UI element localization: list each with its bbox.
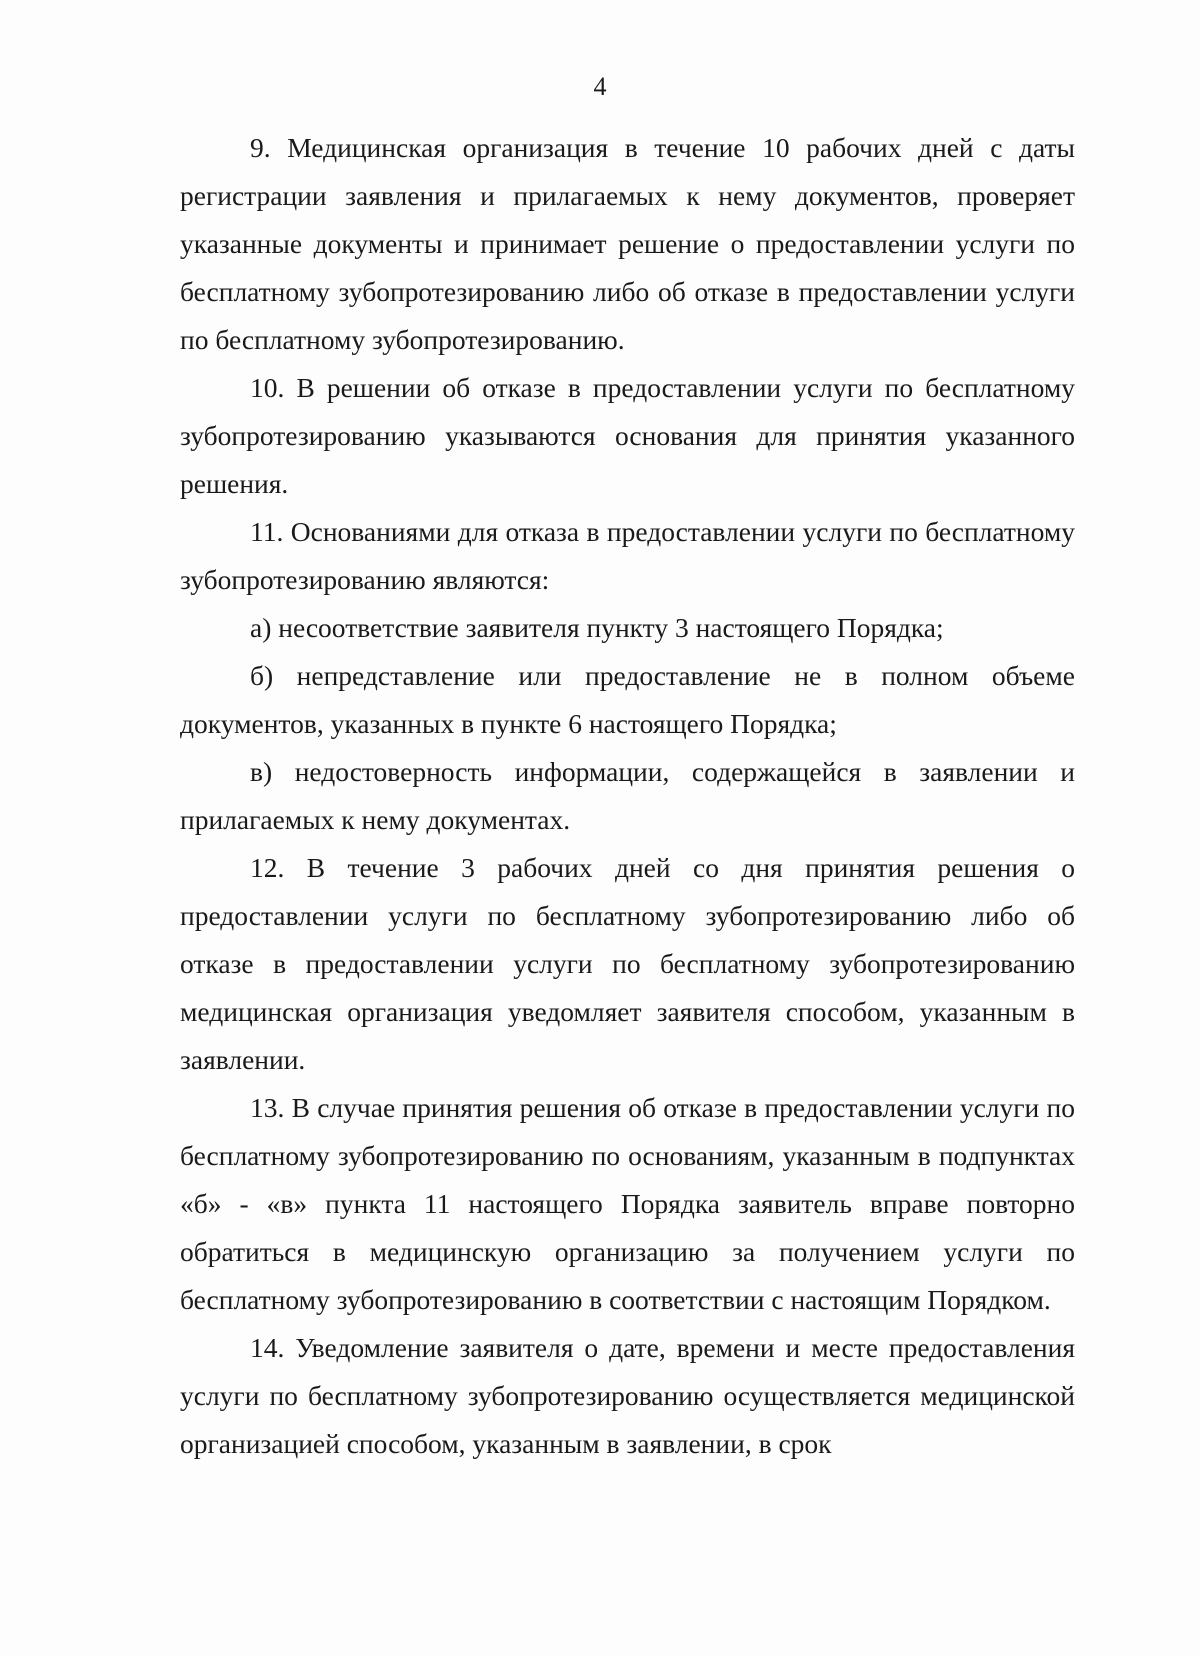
paragraph-11-b: б) непредставление или предоставление не в полном объеме документов, указанных в пункте 6 настоящего Порядка; xyxy=(180,660,1075,739)
paragraph-13: 13. В случае принятия решения об отказе в предоставлении услуги по бесплатному зубопротезированию по основаниям, указанным в подпунктах «б» - «в» пункта 11 настоящего Порядка заявитель вправе повторно обратиться в медицинскую организацию за получением услуги по бесплатному зубопротезированию в соответствии с настоящим Порядком. xyxy=(180,1092,1075,1315)
document-body xyxy=(180,124,1075,1468)
paragraph-11: 11. Основаниями для отказа в предоставлении услуги по бесплатному зубопротезированию являются: xyxy=(180,516,1075,595)
page-number: 4 xyxy=(593,72,607,101)
paragraph-14: 14. Уведомление заявителя о дате, времени и месте предоставления услуги по бесплатному зубопротезированию осуществляется медицинской организацией способом, указанным в заявлении, в срок xyxy=(180,1332,1075,1459)
paragraph-11-c: в) недостоверность информации, содержащейся в заявлении и прилагаемых к нему документах. xyxy=(180,756,1075,835)
paragraph-11-a: а) несоответствие заявителя пункту 3 настоящего Порядка; xyxy=(250,612,944,643)
paragraph-12: 12. В течение 3 рабочих дней со дня принятия решения о предоставлении услуги по бесплатному зубопротезированию либо об отказе в предоставлении услуги по бесплатному зубопротезированию медицинская организация уведомляет заявителя способом, указанным в заявлении. xyxy=(180,852,1075,1075)
paragraph-9: 9. Медицинская организация в течение 10 рабочих дней с даты регистрации заявления и прилагаемых к нему документов, проверяет указанные документы и принимает решение о предоставлении услуги по бесплатному зубопротезированию либо об отказе в предоставлении услуги по бесплатному зубопротезированию. xyxy=(180,132,1075,355)
paragraph-10: 10. В решении об отказе в предоставлении услуги по бесплатному зубопротезированию указываются основания для принятия указанного решения. xyxy=(180,372,1075,499)
